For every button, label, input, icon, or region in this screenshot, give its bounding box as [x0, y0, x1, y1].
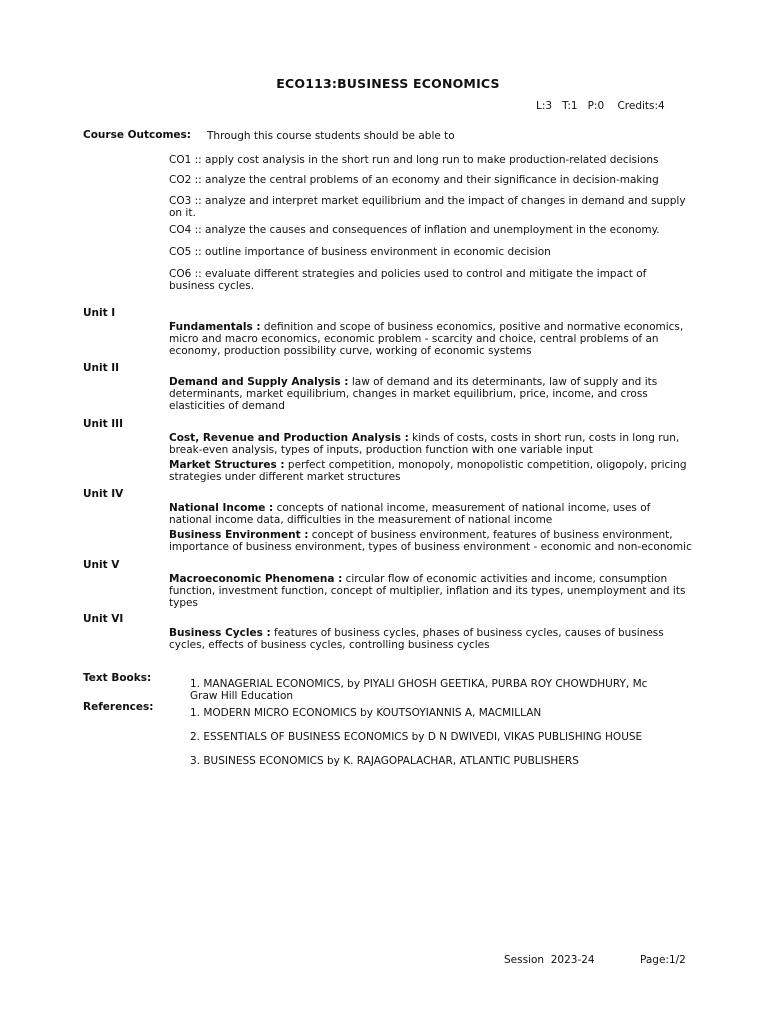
- topic-text: perfect competition, monopoly, monopolistic competition, oligopoly, pricing strategies under different market structures: [169, 459, 687, 483]
- course-outcomes-intro: Through this course students should be able to: [207, 130, 455, 142]
- topic-heading: Market Structures :: [169, 459, 285, 471]
- course-outcome-item: CO6 :: evaluate different strategies and policies used to control and mitigate the impact of business cycles.: [169, 268, 647, 292]
- unit-label: Unit VI: [83, 613, 124, 625]
- unit-topic: [169, 432, 689, 456]
- topic-heading: Fundamentals :: [169, 321, 261, 333]
- topic-text: definition and scope of business economics, positive and normative economics, micro and macro economics, economic problem - scarcity and choice, central problems of an economy, production possibility curve, working of economic systems: [169, 321, 684, 357]
- page-number: Page:1/2: [640, 954, 686, 966]
- reference-item: 3. BUSINESS ECONOMICS by K. RAJAGOPALACHAR, ATLANTIC PUBLISHERS: [190, 755, 579, 767]
- topic-heading: Demand and Supply Analysis :: [169, 376, 349, 388]
- session-label: Session 2023-24: [504, 954, 595, 966]
- course-outcome-item: CO2 :: analyze the central problems of an economy and their significance in decision-making: [169, 174, 659, 186]
- course-outcomes-label: Course Outcomes:: [83, 129, 191, 141]
- unit-topic: [169, 321, 689, 357]
- reference-item: 1. MODERN MICRO ECONOMICS by KOUTSOYIANNIS A, MACMILLAN: [190, 707, 542, 719]
- course-outcome-item: CO1 :: apply cost analysis in the short run and long run to make production-related decisions: [169, 154, 659, 166]
- unit-label: Unit II: [83, 362, 120, 374]
- topic-text: concept of business environment, features of business environment, importance of business environment, types of business environment - economic and non-economic: [169, 529, 692, 553]
- topic-text: concepts of national income, measurement of national income, uses of national income data, difficulties in the measurement of national income: [169, 502, 651, 526]
- unit-label: Unit I: [83, 307, 116, 319]
- topic-text: law of demand and its determinants, law of supply and its determinants, market equilibrium, changes in market equilibrium, price, income, and cross elasticities of demand: [169, 376, 658, 412]
- topic-heading: National Income :: [169, 502, 274, 514]
- ltp-credits: L:3 T:1 P:0 Credits:4: [536, 100, 665, 112]
- topic-heading: Macroeconomic Phenomena :: [169, 573, 343, 585]
- topic-text: features of business cycles, phases of business cycles, causes of business cycles, effects of business cycles, controlling business cycles: [169, 627, 664, 651]
- unit-topic: [169, 459, 694, 483]
- unit-topic: [169, 376, 705, 412]
- course-outcome-item: CO3 :: analyze and interpret market equilibrium and the impact of changes in demand and supply on it.: [169, 195, 686, 219]
- unit-label: Unit V: [83, 559, 120, 571]
- topic-text: kinds of costs, costs in short run, costs in long run, break-even analysis, types of inputs, production function with one variable input: [169, 432, 680, 456]
- course-title: ECO113:BUSINESS ECONOMICS: [276, 76, 500, 91]
- unit-topic: [169, 502, 694, 526]
- topic-heading: Cost, Revenue and Production Analysis :: [169, 432, 409, 444]
- reference-item: 2. ESSENTIALS OF BUSINESS ECONOMICS by D N DWIVEDI, VIKAS PUBLISHING HOUSE: [190, 731, 643, 743]
- course-outcome-item: CO5 :: outline importance of business environment in economic decision: [169, 246, 551, 258]
- text-books-label: Text Books:: [83, 672, 152, 684]
- course-outcome-item: CO4 :: analyze the causes and consequences of inflation and unemployment in the economy.: [169, 224, 660, 236]
- unit-label: Unit III: [83, 418, 123, 430]
- topic-heading: Business Environment :: [169, 529, 309, 541]
- unit-topic: [169, 529, 694, 553]
- references-label: References:: [83, 701, 154, 713]
- unit-topic: [169, 573, 694, 609]
- topic-text: circular flow of economic activities and income, consumption function, investment function, concept of multiplier, inflation and its types, unemployment and its types: [169, 573, 686, 609]
- unit-topic: [169, 627, 699, 651]
- text-book-item: 1. MANAGERIAL ECONOMICS, by PIYALI GHOSH GEETIKA, PURBA ROY CHOWDHURY, Mc Graw Hill Education: [190, 678, 648, 702]
- topic-heading: Business Cycles :: [169, 627, 271, 639]
- unit-label: Unit IV: [83, 488, 124, 500]
